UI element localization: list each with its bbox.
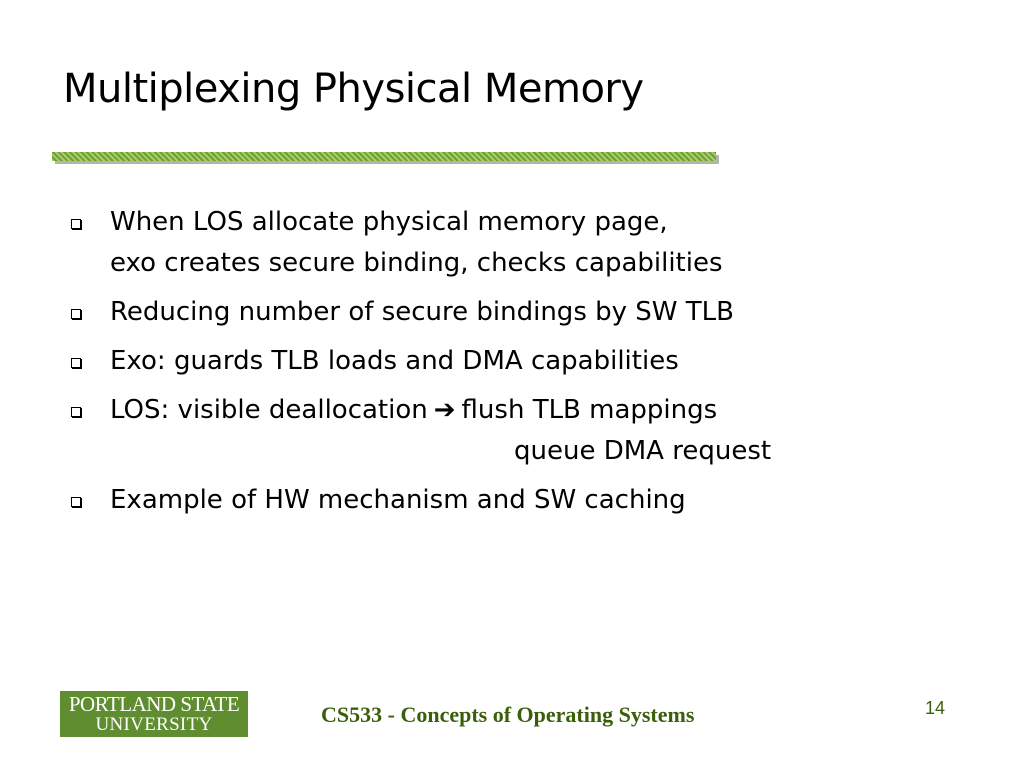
square-bullet-icon xyxy=(71,497,81,507)
title-underline xyxy=(52,152,716,161)
logo-text-bottom: UNIVERSITY xyxy=(95,714,213,735)
square-bullet-icon xyxy=(71,219,81,229)
logo-text-top: PORTLAND STATE xyxy=(68,692,240,716)
slide-title: Multiplexing Physical Memory xyxy=(63,66,644,112)
square-bullet-icon xyxy=(71,309,81,319)
bullet-item xyxy=(70,202,970,284)
bullet-text: LOS: visible deallocation xyxy=(110,395,428,425)
bullet-text-continuation: exo creates secure binding, checks capabilities xyxy=(110,248,723,278)
bullet-text: When LOS allocate physical memory page, xyxy=(110,207,668,237)
bullet-item xyxy=(70,390,970,472)
bullet-text: Reducing number of secure bindings by SW TLB xyxy=(110,297,734,327)
bullet-item xyxy=(70,341,970,382)
right-arrow-icon: ➔ xyxy=(433,395,456,425)
university-logo xyxy=(60,691,248,737)
square-bullet-icon xyxy=(71,358,81,368)
bullet-text-line xyxy=(110,390,970,431)
bullet-text-after-arrow: flush TLB mappings xyxy=(461,395,718,425)
bullet-item xyxy=(70,292,970,333)
bullet-item xyxy=(70,480,970,521)
footer-course-title: CS533 - Concepts of Operating Systems xyxy=(321,702,695,727)
bullet-text: Exo: guards TLB loads and DMA capabilities xyxy=(110,346,679,376)
square-bullet-icon xyxy=(71,407,81,417)
bullet-list xyxy=(70,202,970,529)
bullet-text: Example of HW mechanism and SW caching xyxy=(110,485,686,515)
bullet-text-continuation: queue DMA request xyxy=(514,436,772,466)
page-number: 14 xyxy=(925,698,946,718)
